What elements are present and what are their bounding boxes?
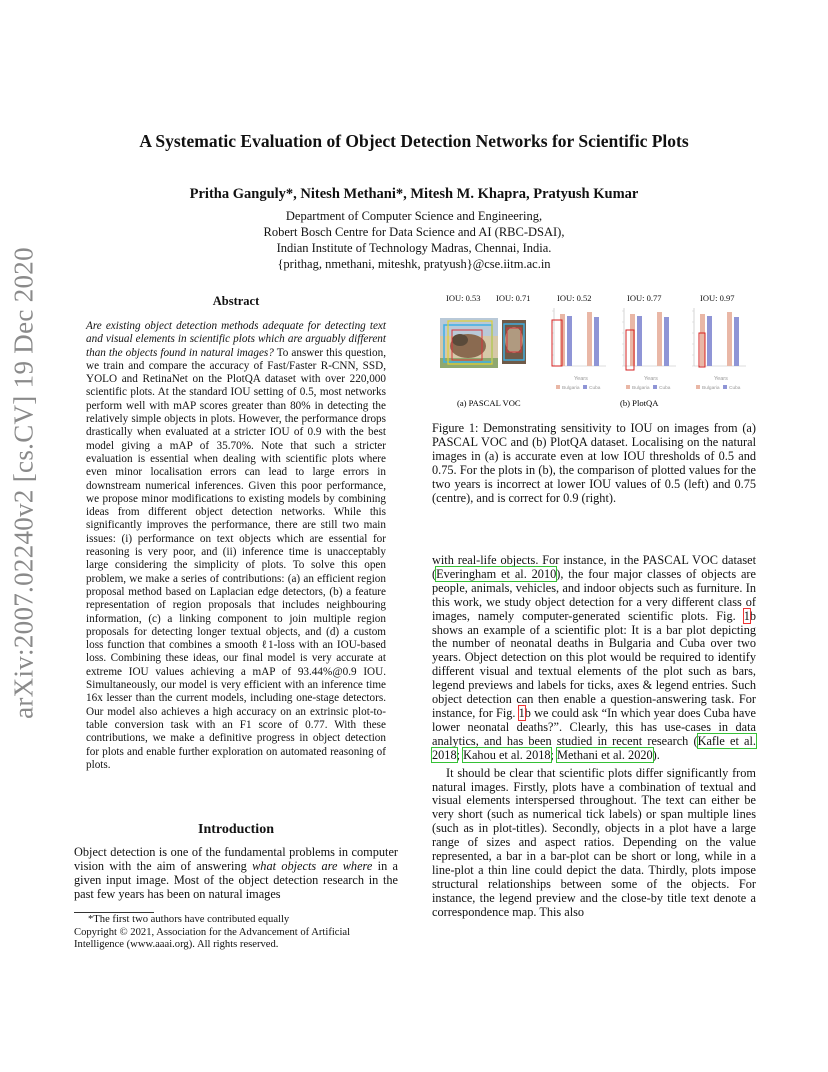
paper-title: A Systematic Evaluation of Object Detection Networks for Scientific Plots [139,131,689,151]
affiliation [0,208,828,272]
citation-link[interactable]: Methani et al. 2020 [557,747,653,762]
plot-x-label: Years [714,376,728,382]
citation-link[interactable]: Kahou et al. 2018 [463,747,551,762]
figure-graphic [432,288,756,412]
legend-label: Bulgaria [562,386,580,391]
paragraph: with real-life objects. For instance, in the PASCAL VOC dataset (Everingham et al. 2010), the four major classes of objects are people, animals, vehicles, and indoor objects such as furniture. In this work, we study object detection for a very different class of images, namely computer-generated scientific plots. Fig. 1b shows an example of a scientific plot: It is a bar plot depicting the number of neonatal deaths in Bulgaria and Cuba over two years. Object detection on this plot would be required to identify different visual and textual elements of the plot such as bars, legend previews and labels for ticks, axes & legend entries. Such object detection can then enable a question-answering task. For instance, for Fig. 1b we could ask “In which year does Cuba have lower neonatal deaths?”. Clearly, this has use-cases in data analytics, and has been studied in recent research (Kafle et al. 2018; Kahou et al. 2018; Methani et al. 2020). [432,553,757,762]
bar [587,312,592,366]
figure-reference-link[interactable]: 1 [518,705,525,720]
author-list: Pritha Ganguly*, Nitesh Methani*, Mitesh M. Khapra, Pratyush Kumar [189,186,639,202]
citation-link[interactable]: Everingham et al. 2010 [436,566,557,581]
copyright-notice: Copyright © 2021, Association for the Advancement of Artificial Intelligence (www.aaai.org). All rights reserved. [74,926,351,951]
bar [637,316,642,366]
legend-label: Cuba [589,386,601,391]
bar [664,317,669,366]
figure-1 [432,288,756,412]
pascal-image-2 [502,320,526,364]
legend-label: Bulgaria [702,386,720,391]
paragraph: It should be clear that scientific plots differ significantly from natural images. Firstly, plots have a combination of textual and visual elements interspersed throughout. The text can either be very short (such as numerical tick labels) or span multiple lines (such as in plot-titles). Secondly, objects in a plot have a large range of sizes and aspect ratios. Depending on the value represented, a bar in a bar-plot can be short or long, while in a line-plot a thin line could depict the data. Thirdly, plots impose structural relationships between some of the objects. For instance, the legend preview and the close-by title text denote a correspondence map. This also [432,765,756,919]
abstract-question: Are existing object detection methods adequate for detecting text and visual elements in scientific plots which are arguably different than the objects found in natural images? [86,320,386,359]
legend-swatch [723,385,727,389]
footnote-text: *The first two authors have contributed equally [88,914,290,925]
abstract-text: To answer this question, we train and compare the accuracy of Fast/Faster R-CNN, SSD, YOLO and RetinaNet on the PlotQA dataset with over 220,000 scientific plots. At the standard IOU setting of 0.5, most networks perform well with mAP scores greater than 80% in detecting the relatively simple objects in plots. However, the performance drops drastically when evaluated at a stricter IOU of 0.9 with the best model giving a mAP of 35.70%. Note that such a stricter evaluation is essential when dealing with scientific plots where even minor localisation errors can lead to large errors in downstream numerical inferences. Given this poor performance, we propose minor modifications to existing models by combining ideas from different object detection networks. While this significantly improves the performance, there are still two main issues: (i) performance on text objects which are essential for reasoning is very poor, and (ii) inference time is unacceptably large considering the simplicity of plots. To solve this open problem, we make a series of contributions: (a) an efficient region proposal method based on Laplacian edge detectors, (b) a feature representation of region proposals that includes neighbouring information, (c) a linking component to join multiple region proposals for detecting longer textual objects, and (d) a custom loss function that combines a smooth ℓ1-loss with an IOU-based loss. Combining these ideas, our final model is very accurate at extreme IOU values achieving a mAP of 93.44%@0.9 IOU. Simultaneously, our model is very efficient with an inference time 16x lesser than the current models, including one-stage detectors. Our model also achieves a high accuracy on an extrinsic plot-to-table conversion task with an F1 score of 0.77. With these contributions, we make a definitive progress in object detection for plots and enable further exploration on automated reasoning of plots. [86,346,386,771]
legend-swatch [696,385,700,389]
abstract-body [86,320,386,772]
bar [657,312,662,366]
legend-swatch [556,385,560,389]
subfigure-b-caption: (b) PlotQA [620,398,659,408]
citation-link[interactable]: Kafle et al. 2018 [432,733,757,762]
introduction-paragraph: Object detection is one of the fundamental problems in computer vision with the aim of answering what objects are where in a given input image. Most of the object detection research in the past few years has been on natural images [74,845,399,901]
introduction-heading: Introduction [198,822,274,837]
footnote [74,914,398,952]
affiliation-line: Robert Bosch Centre for Data Science and AI (RBC-DSAI), [263,225,565,239]
legend-swatch [583,385,587,389]
legend-swatch [653,385,657,389]
affiliation-emails: {prithag, nmethani, miteshk, pratyush}@cse.iitm.ac.in [277,257,551,271]
figure-caption: Figure 1: Demonstrating sensitivity to IOU on images from (a) PASCAL VOC and (b) PlotQA dataset. Localising on the natural images in (a) is accurate even at low IOU thresholds of 0.5 and 0.75. For the plots in (b), the comparison of plotted values for the two years is incorrect at lower IOU values of 0.5 (left) and 0.75 (centre), and is correct for 0.9 (right). [432,421,756,505]
arxiv-identifier: arXiv:2007.02240v2 [cs.CV] 19 Dec 2020 [8,246,39,719]
affiliation-line: Indian Institute of Technology Madras, Chennai, India. [276,241,552,255]
legend-label: Bulgaria [632,386,650,391]
bar [594,317,599,366]
plotqa-plots [552,308,746,391]
subfigure-a-caption: (a) PASCAL VOC [457,398,521,408]
footnote-rule [74,912,154,913]
iou-label: IOU: 0.52 [557,293,592,303]
bar [707,316,712,366]
legend-label: Cuba [659,386,671,391]
bar [734,317,739,366]
iou-label: IOU: 0.71 [496,293,531,303]
iou-label: IOU: 0.53 [446,293,481,303]
affiliation-line: Department of Computer Science and Engineering, [285,209,543,223]
legend-swatch [626,385,630,389]
abstract-heading: Abstract [212,294,260,308]
bar [727,312,732,366]
bar [700,314,705,366]
plot-x-label: Years [644,376,658,382]
pascal-image-1 [440,318,498,368]
plot-x-label: Years [574,376,588,382]
iou-label: IOU: 0.77 [627,293,662,303]
bar [567,316,572,366]
right-column-text [432,554,756,920]
legend-label: Cuba [729,386,741,391]
figure-reference-link[interactable]: 1 [743,608,750,623]
iou-label: IOU: 0.97 [700,293,735,303]
